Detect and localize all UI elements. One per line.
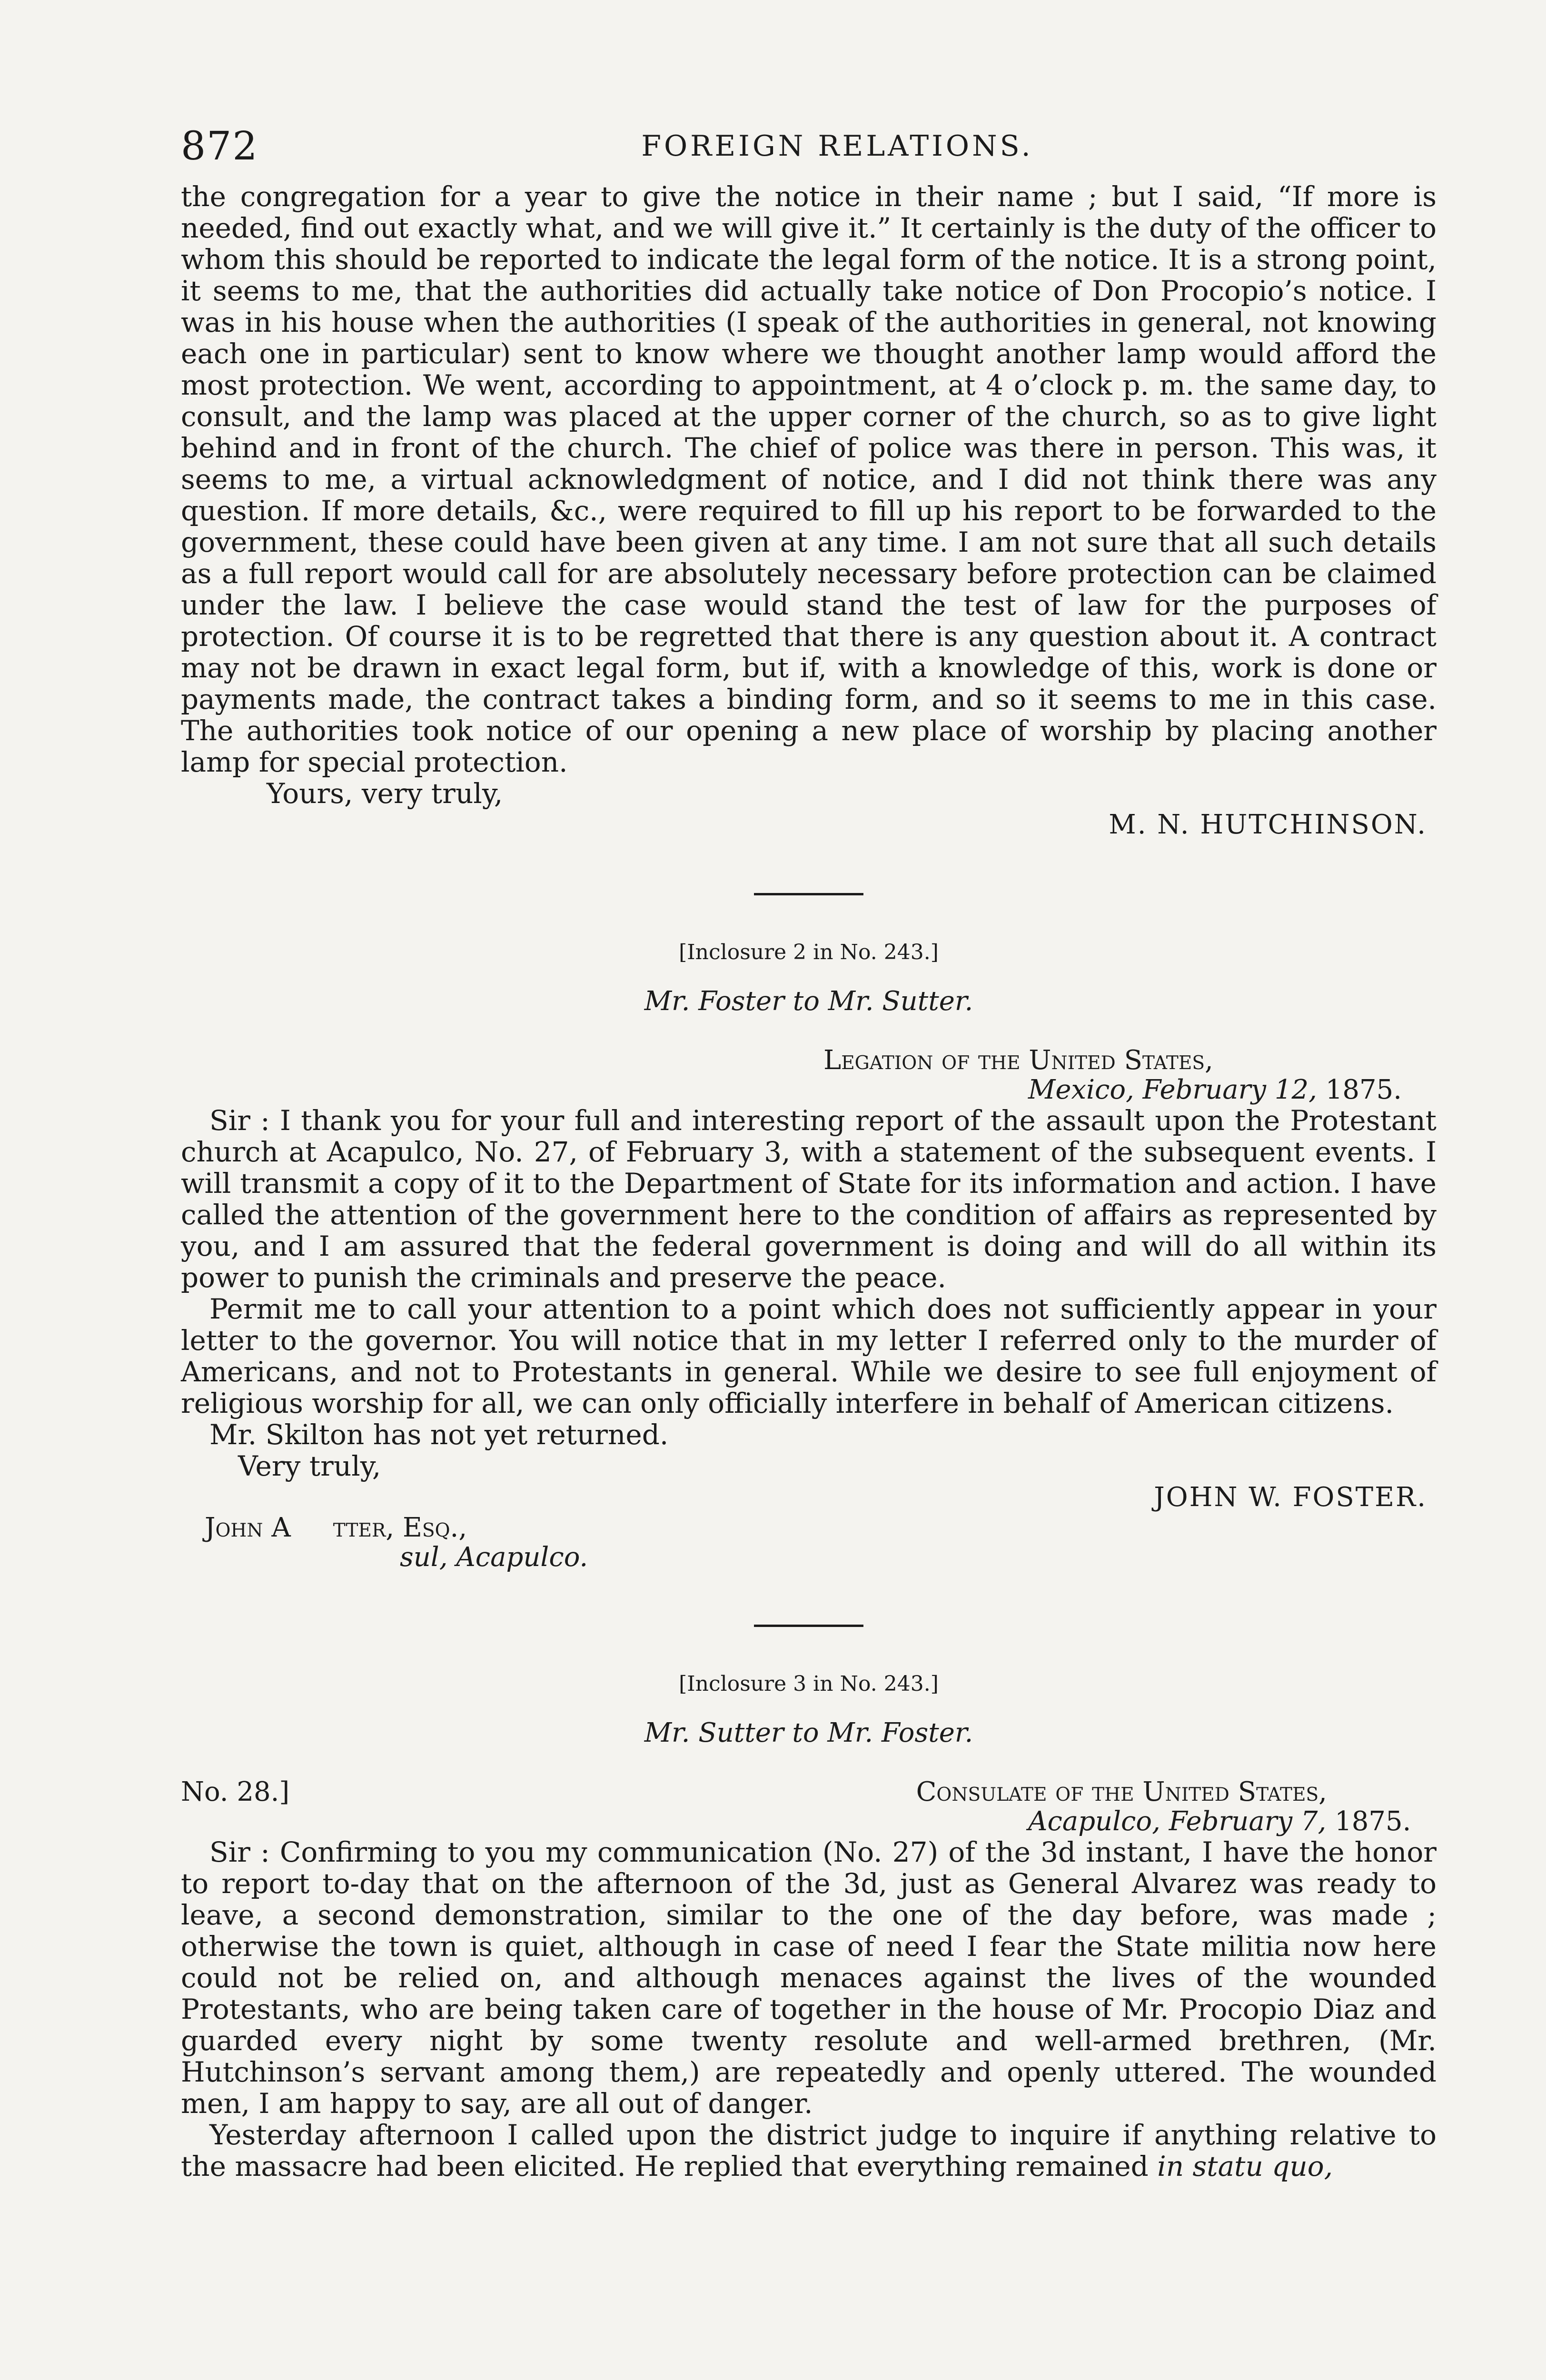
letter2-dateline [181, 1046, 1437, 1105]
letter1-signature: M. N. HUTCHINSON. [1109, 809, 1427, 840]
letter2-paragraph-3: Mr. Skilton has not yet returned. [209, 1418, 669, 1451]
letter2-paragraph-1: Sir : I thank you for your full and interesting report of the assault upon the Protestant church at Acapulco, No. 27, of February 3, with a statement of the subsequent events. I will transmit a copy of it to the Department of State for its information and action. I have called the attention of the government here to the condition of affairs as represented by you, and I am assured that the federal government is doing and will do all within its power to punish the criminals and preserve the peace. [181, 1104, 1437, 1294]
letter-sutter [181, 1836, 1437, 2182]
letter3-dateline-org: Consulate of the United States, [916, 1776, 1327, 1807]
letter3-number-line [181, 1777, 1437, 1807]
letter2-paragraph-2: Permit me to call your attention to a point which does not sufficiently appear in your letter to the governor. You will notice that in my letter I referred only to the murder of Americans, and not to Protestants in general. While we desire to see full enjoyment of religious worship for all, we can only officially interfere in behalf of American citizens. [181, 1293, 1437, 1419]
page-number: 872 [181, 124, 258, 169]
letter3-dateline-year: 1875. [1335, 1806, 1411, 1837]
letter3-paragraph-2 [181, 2119, 1437, 2182]
letter3-title: Mr. Sutter to Mr. Foster. [644, 1717, 973, 1748]
letter2-dateline-org: Legation of the United States, [823, 1045, 1213, 1076]
letter3-paragraph-1: Sir : Confirming to you my communication (No. 27) of the 3d instant, I have the honor to report to-day that on the afternoon of the 3d, just as General Alvarez was ready to leave, a second demonstration, similar to the one of the day before, was made ; otherwise the town is quiet, although in case of need I fear the State militia now here could not be relied on, and although menaces against the lives of the wounded Protestants, who are being taken care of together in the house of Mr. Procopio Diaz and guarded every night by some twenty resolute and well-armed brethren, (Mr. Hutchinson’s servant among them,) are repeatedly and openly uttered. The wounded men, I am happy to say, are all out of danger. [181, 1836, 1437, 2120]
letter2-closing: Very truly, [238, 1450, 381, 1482]
letter2-addressee-line1: John A tter, Esq., [205, 1512, 467, 1543]
letter2-dateline-year: 1875. [1325, 1074, 1402, 1105]
letter1-paragraph: the congregation for a year to give the notice in their name ; but I said, “If more is needed, find out exactly what, and we will give it.” It certainly is the duty of the officer to whom this should be reported to indicate the legal form of the notice. It is a strong point, it seems to me, that the authorities did actually take notice of Don Procopio’s notice. I was in his house when the authorities (I speak of the authorities in general, not knowing each one in particular) sent to know where we thought another lamp would afford the most protection. We went, according to appointment, at 4 o’clock p. m. the same day, to consult, and the lamp was placed at the upper corner of the church, so as to give light behind and in front of the church. The chief of police was there in person. This was, it seems to me, a virtual acknowledgment of notice, and I did not think there was any question. If more details, &c., were required to fill up his report to be forwarded to the government, these could have been given at any time. I am not sure that all such details as a full report would call for are absolutely necessary before protection can be claimed under the law. I believe the case would stand the test of law for the purposes of protection. Of course it is to be regretted that there is any question about it. A contract may not be drawn in exact legal form, but if, with a knowledge of this, work is done or payments made, the contract takes a binding form, and so it seems to me in this case. The authorities took notice of our opening a new place of worship by placing another lamp for special protection. [181, 180, 1437, 778]
inclosure-3-heading: [Inclosure 3 in No. 243.] [679, 1672, 939, 1696]
letter2-signature: JOHN W. FOSTER. [1154, 1482, 1427, 1513]
running-head: FOREIGN RELATIONS. [641, 129, 1033, 163]
letter3-number: No. 28.] [181, 1776, 290, 1807]
letter2-addressee [181, 1513, 1437, 1572]
letter-foster [181, 1105, 1437, 1450]
letter3-paragraph-2-italic: in statu quo, [1157, 2150, 1333, 2182]
inclosure-2-heading: [Inclosure 2 in No. 243.] [679, 940, 939, 964]
letter3-dateline [181, 1807, 1437, 1836]
letter1-closing: Yours, very truly, [267, 777, 503, 810]
letter3-paragraph-2-text: Yesterday afternoon I called upon the district judge to inquire if anything relative to the massacre had been elicited. He replied that everything remained [181, 2119, 1437, 2182]
letter3-dateline-place: Acapulco, February 7, [1028, 1806, 1327, 1837]
letter-hutchinson [181, 181, 1437, 778]
letter2-addressee-line2: sul, Acapulco. [400, 1542, 588, 1573]
letter2-title: Mr. Foster to Mr. Sutter. [644, 986, 973, 1017]
page-header [181, 124, 1437, 181]
letter2-dateline-place: Mexico, February 12, [1028, 1074, 1317, 1105]
